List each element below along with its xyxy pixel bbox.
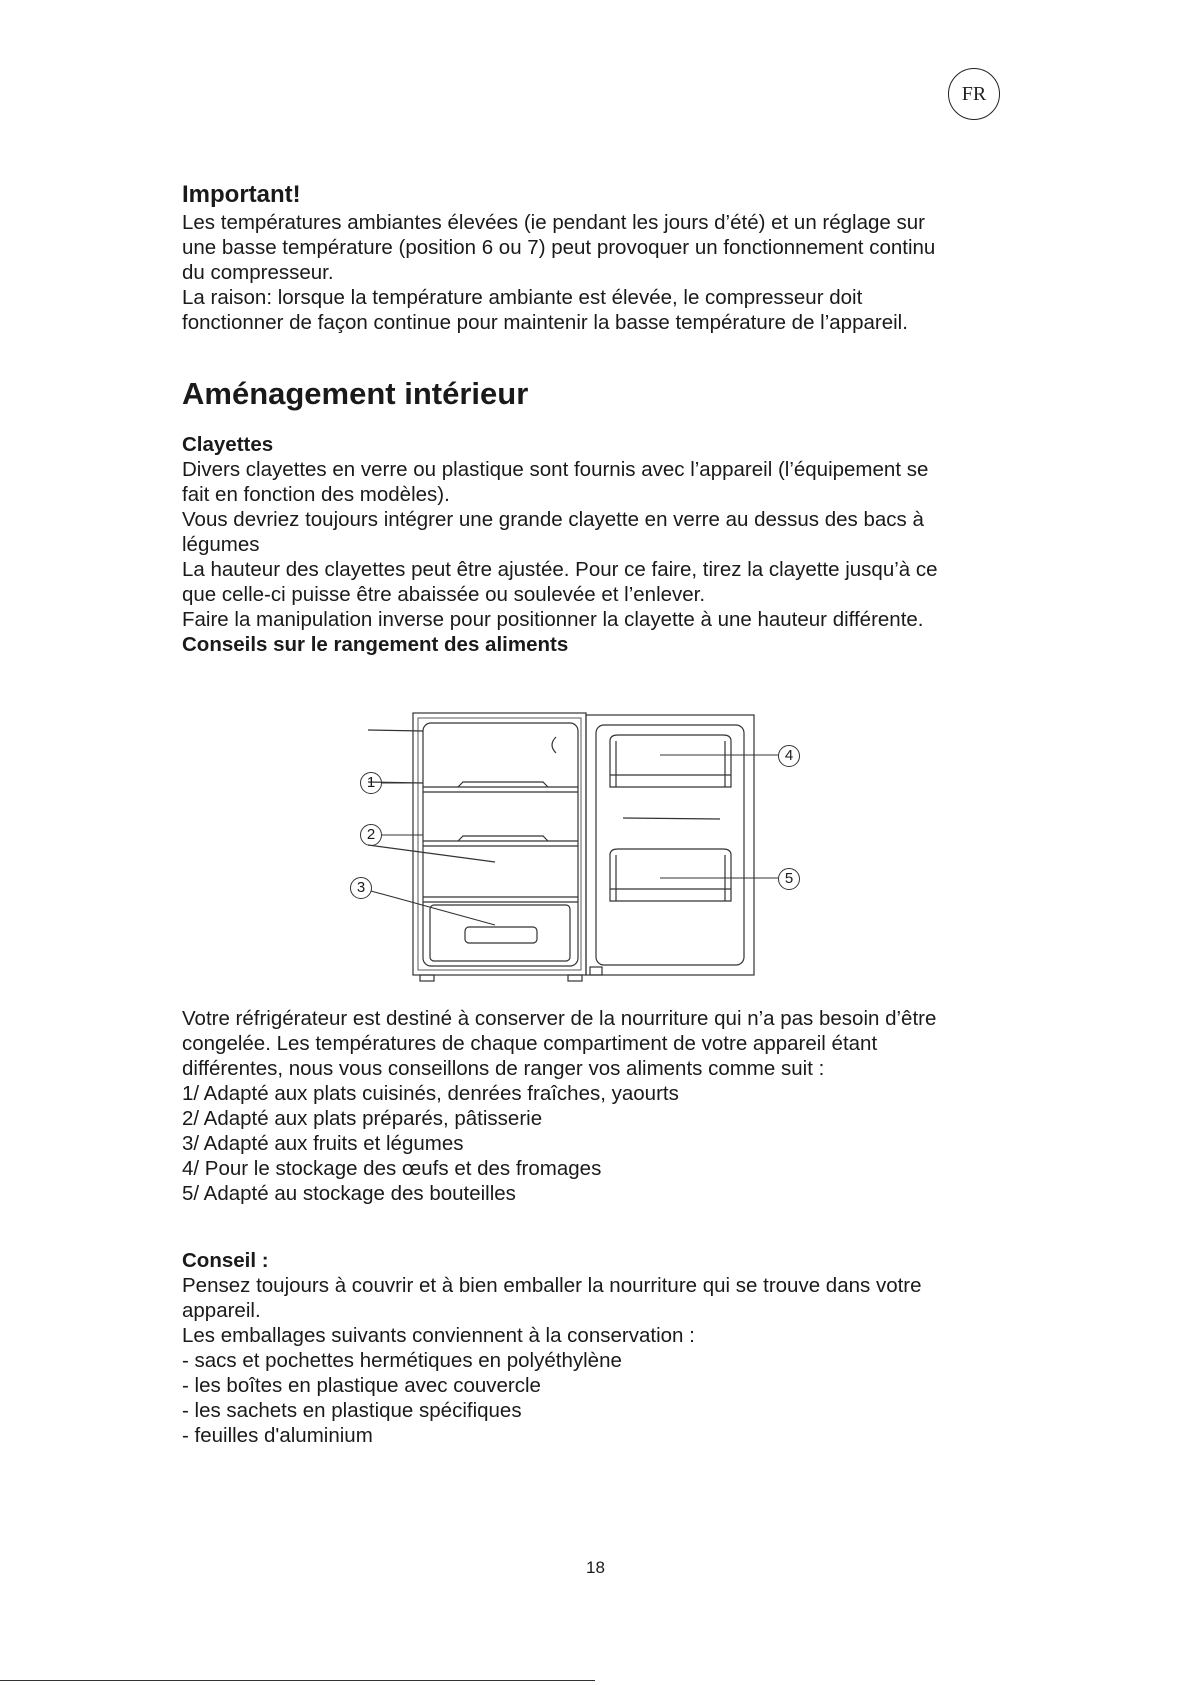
clayettes-block — [182, 432, 1012, 657]
clayettes-line: Vous devriez toujours intégrer une grande clayette en verre au dessus des bacs à — [182, 508, 924, 531]
conseil-block — [182, 1248, 1012, 1448]
clayettes-line: La hauteur des clayettes peut être ajustée. Pour ce faire, tirez la clayette jusqu’à ce — [182, 558, 938, 581]
section-heading: Aménagement intérieur — [182, 376, 529, 411]
clayettes-heading: Clayettes — [182, 433, 274, 456]
conseil-line: appareil. — [182, 1299, 261, 1322]
storage-line: 4/ Pour le stockage des œufs et des fromages — [182, 1157, 602, 1180]
storage-line: Votre réfrigérateur est destiné à conserver de la nourriture qui n’a pas besoin d’être — [182, 1007, 937, 1030]
storage-line: 5/ Adapté au stockage des bouteilles — [182, 1182, 516, 1205]
clayettes-line: que celle-ci puisse être abaissée ou soulevée et l’enlever. — [182, 583, 706, 606]
clayettes-line: Faire la manipulation inverse pour positionner la clayette à une hauteur différente. — [182, 608, 924, 631]
callout-3: 3 — [350, 877, 372, 899]
conseil-line: Pensez toujours à couvrir et à bien emballer la nourriture qui se trouve dans votre — [182, 1274, 922, 1297]
conseil-line: - sacs et pochettes hermétiques en polyéthylène — [182, 1349, 622, 1372]
conseil-line: Les emballages suivants conviennent à la conservation : — [182, 1324, 695, 1347]
clayettes-line: fait en fonction des modèles). — [182, 483, 450, 506]
storage-block — [182, 1006, 1012, 1206]
language-badge: FR — [948, 68, 1000, 120]
storage-line: 1/ Adapté aux plats cuisinés, denrées fraîches, yaourts — [182, 1082, 679, 1105]
conseil-line: - les boîtes en plastique avec couvercle — [182, 1374, 541, 1397]
storage-line: différentes, nous vous conseillons de ranger vos aliments comme suit : — [182, 1057, 825, 1080]
important-line: du compresseur. — [182, 261, 334, 284]
storage-line: 2/ Adapté aux plats préparés, pâtisserie — [182, 1107, 543, 1130]
clayettes-line: légumes — [182, 533, 260, 556]
conseil-line: - feuilles d'aluminium — [182, 1424, 373, 1447]
important-line: La raison: lorsque la température ambiante est élevée, le compresseur doit — [182, 286, 863, 309]
conseil-line: - les sachets en plastique spécifiques — [182, 1399, 522, 1422]
important-line: Les températures ambiantes élevées (ie pendant les jours d’été) et un réglage sur — [182, 211, 925, 234]
callout-leaders — [360, 705, 810, 985]
callout-2: 2 — [360, 824, 382, 846]
page-number: 18 — [586, 1558, 605, 1577]
clayettes-line: Divers clayettes en verre ou plastique sont fournis avec l’appareil (l’équipement se — [182, 458, 929, 481]
important-block — [182, 180, 1002, 335]
important-heading: Important! — [182, 181, 301, 208]
bottom-rule — [0, 1680, 595, 1681]
callout-4: 4 — [778, 745, 800, 767]
conseil-heading: Conseil : — [182, 1249, 269, 1272]
callout-1: 1 — [360, 772, 382, 794]
important-line: fonctionner de façon continue pour maintenir la basse température de l’appareil. — [182, 311, 908, 334]
storage-line: 3/ Adapté aux fruits et légumes — [182, 1132, 464, 1155]
conseils-heading: Conseils sur le rangement des aliments — [182, 633, 569, 656]
callout-layer — [356, 705, 810, 985]
storage-line: congelée. Les températures de chaque compartiment de votre appareil étant — [182, 1032, 878, 1055]
important-line: une basse température (position 6 ou 7) peut provoquer un fonctionnement continu — [182, 236, 936, 259]
callout-5: 5 — [778, 868, 800, 890]
